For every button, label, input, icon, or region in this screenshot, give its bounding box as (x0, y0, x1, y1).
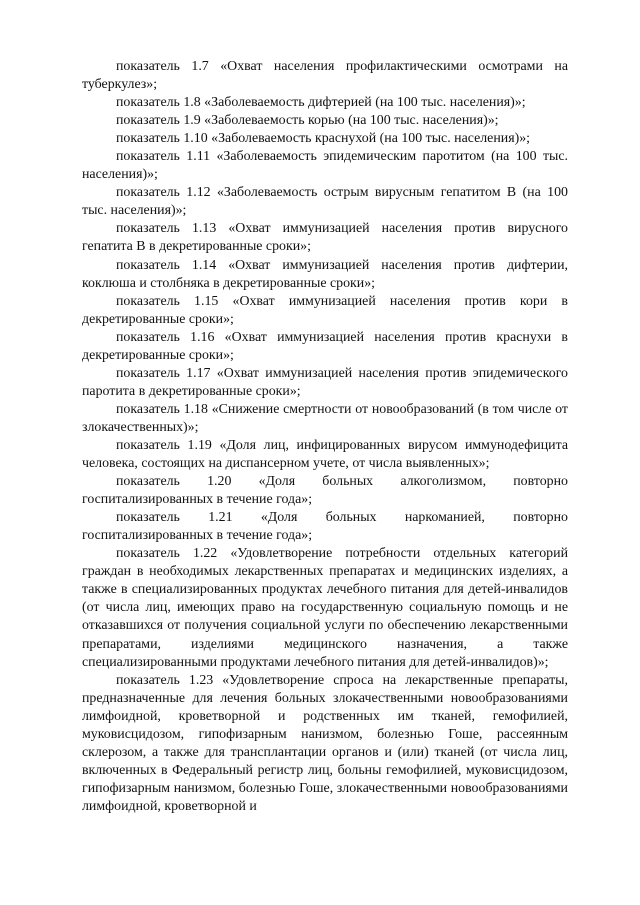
paragraph-indicator-1-7: показатель 1.7 «Охват населения профилактическими осмотрами на туберкулез»; (82, 59, 568, 93)
paragraph-indicator-1-11: показатель 1.11 «Заболеваемость эпидемическим паротитом (на 100 тыс. населения)»; (82, 149, 568, 183)
paragraph-indicator-1-21: показатель 1.21 «Доля больных наркоманией, повторно госпитализированных в течение года»; (82, 510, 568, 544)
paragraph-indicator-1-14: показатель 1.14 «Охват иммунизацией населения против дифтерии, коклюша и столбняка в декретированные сроки»; (82, 257, 568, 291)
paragraph-indicator-1-9: показатель 1.9 «Заболеваемость корью (на 100 тыс. населения)»; (116, 113, 499, 129)
paragraph-indicator-1-17: показатель 1.17 «Охват иммунизацией населения против эпидемического паротита в декретированные сроки»; (82, 365, 568, 399)
paragraph-indicator-1-8: показатель 1.8 «Заболеваемость дифтерией (на 100 тыс. населения)»; (116, 95, 526, 111)
paragraph-indicator-1-18: показатель 1.18 «Снижение смертности от новообразований (в том числе от злокачественных)»; (82, 401, 568, 435)
paragraph-indicator-1-16: показатель 1.16 «Охват иммунизацией населения против краснухи в декретированные сроки»; (82, 329, 568, 363)
paragraph-indicator-1-20: показатель 1.20 «Доля больных алкоголизмом, повторно госпитализированных в течение года»; (82, 474, 568, 508)
paragraph-indicator-1-22: показатель 1.22 «Удовлетворение потребности отдельных категорий граждан в необходимых лекарственных препаратах и медицинских изделиях, а также в специализированных продуктах лечебного питания для детей-инвалидов (от числа лиц, имеющих право на государственную социальную помощь и не отказавшихся от получения социальной услуги по обеспечению лекарственными препаратами, изделиями медицинского назначения, а также специализированными продуктами лечебного питания для детей-инвалидов)»; (82, 546, 568, 670)
document-page (82, 58, 568, 816)
paragraph-indicator-1-23: показатель 1.23 «Удовлетворение спроса на лекарственные препараты, предназначенные для лечения больных злокачественными новообразованиями лимфоидной, кроветворной и родственных им тканей, гемофилией, муковисцидозом, гипофизарным нанизмом, болезнью Гоше, рассеянным склерозом, а также для трансплантации органов и (или) тканей (от числа лиц, включенных в Федеральный регистр лиц, больны гемофилией, муковисцидозом, гипофизарным нанизмом, болезнью Гоше, злокачественными новообразованиями лимфоидной, кроветворной и (82, 672, 568, 814)
paragraph-indicator-1-10: показатель 1.10 «Заболеваемость краснухой (на 100 тыс. населения)»; (116, 131, 531, 147)
paragraph-indicator-1-12: показатель 1.12 «Заболеваемость острым вирусным гепатитом В (на 100 тыс. населения)»; (82, 185, 568, 219)
paragraph-indicator-1-19: показатель 1.19 «Доля лиц, инфицированных вирусом иммунодефицита человека, состоящих на диспансерном учете, от числа выявленных»; (82, 437, 568, 472)
paragraph-indicator-1-13: показатель 1.13 «Охват иммунизацией населения против вирусного гепатита В в декретированные сроки»; (82, 221, 568, 255)
paragraph-indicator-1-15: показатель 1.15 «Охват иммунизацией населения против кори в декретированные сроки»; (82, 293, 568, 327)
